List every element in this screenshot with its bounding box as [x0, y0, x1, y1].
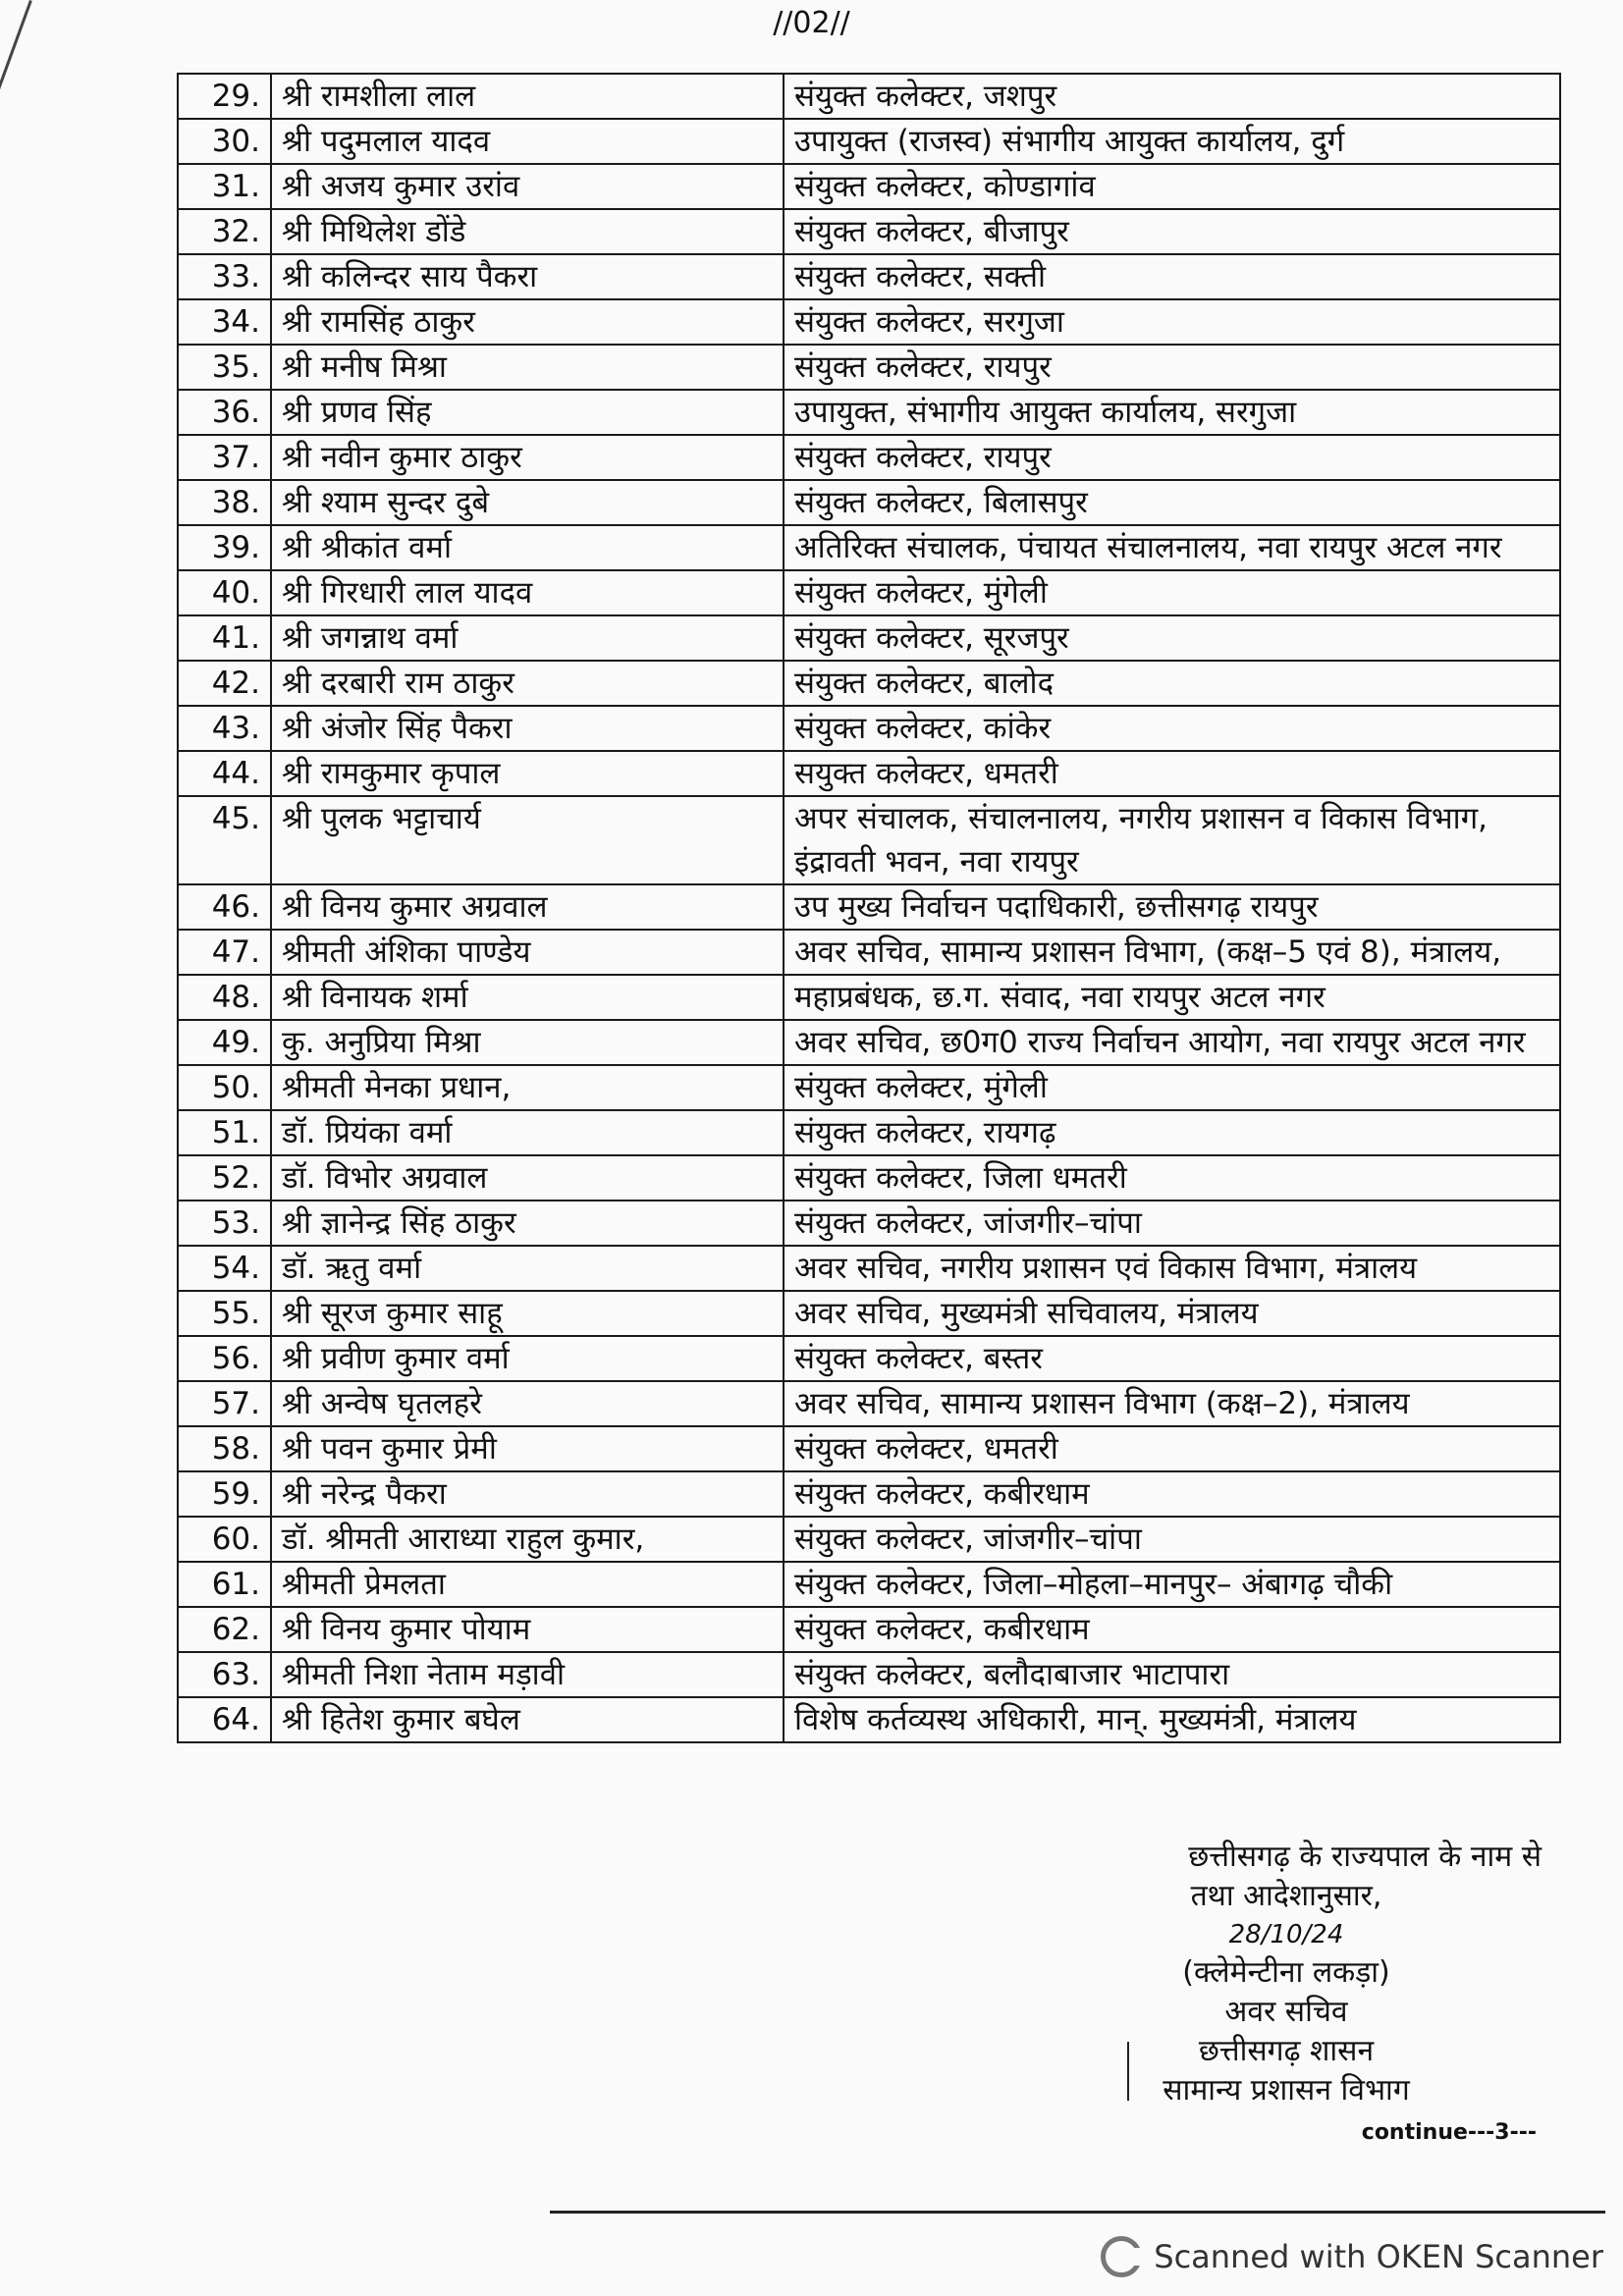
posting-cell: संयुक्त कलेक्टर, रायपुर: [784, 435, 1560, 480]
table-row: [178, 1291, 1560, 1336]
posting-cell: उपायुक्त, संभागीय आयुक्त कार्यालय, सरगुजा: [784, 390, 1560, 435]
table-row: [178, 1471, 1560, 1517]
table-row: [178, 1652, 1560, 1697]
posting-cell: संयुक्त कलेक्टर, मुंगेली: [784, 1065, 1560, 1110]
posting-cell: संयुक्त कलेक्टर, कोण्डागांव: [784, 164, 1560, 209]
posting-cell: संयुक्त कलेक्टर, जिला धमतरी: [784, 1155, 1560, 1201]
posting-cell: संयुक्त कलेक्टर, जांजगीर–चांपा: [784, 1517, 1560, 1562]
posting-cell: उपायुक्त (राजस्व) संभागीय आयुक्त कार्यालय, दुर्ग: [784, 119, 1560, 164]
table-body: [178, 74, 1560, 1742]
table-row: [178, 615, 1560, 661]
serial-number-cell: 47.: [178, 930, 271, 975]
posting-cell: विशेष कर्तव्यस्थ अधिकारी, मान्. मुख्यमंत्री, मंत्रालय: [784, 1697, 1560, 1742]
signatory-name: (क्लेमेन्टीना लकड़ा): [1182, 1955, 1390, 1990]
serial-number-cell: 38.: [178, 480, 271, 525]
serial-number-cell: 30.: [178, 119, 271, 164]
officer-name-cell: श्री विनय कुमार पोयाम: [271, 1607, 784, 1652]
officer-name-cell: श्री पवन कुमार प्रेमी: [271, 1426, 784, 1471]
posting-cell: संयुक्त कलेक्टर, जशपुर: [784, 74, 1560, 119]
serial-number-cell: 29.: [178, 74, 271, 119]
serial-number-cell: 54.: [178, 1246, 271, 1291]
table-row: [178, 345, 1560, 390]
serial-number-cell: 64.: [178, 1697, 271, 1742]
posting-cell: अवर सचिव, छ0ग0 राज्य निर्वाचन आयोग, नवा रायपुर अटल नगर: [784, 1020, 1560, 1065]
officer-name-cell: श्री मनीष मिश्रा: [271, 345, 784, 390]
officer-name-cell: श्री रामशीला लाल: [271, 74, 784, 119]
table-row: [178, 975, 1560, 1020]
officer-name-cell: श्री हितेश कुमार बघेल: [271, 1697, 784, 1742]
serial-number-cell: 60.: [178, 1517, 271, 1562]
officer-name-cell: श्री सूरज कुमार साहू: [271, 1291, 784, 1336]
table-row: [178, 435, 1560, 480]
signature-block: [1031, 1838, 1542, 2110]
serial-number-cell: 40.: [178, 570, 271, 615]
officer-name-cell: श्री विनय कुमार अग्रवाल: [271, 884, 784, 930]
table-row: [178, 480, 1560, 525]
table-row: [178, 884, 1560, 930]
serial-number-cell: 39.: [178, 525, 271, 570]
posting-cell: संयुक्त कलेक्टर, बिलासपुर: [784, 480, 1560, 525]
table-row: [178, 1065, 1560, 1110]
posting-cell: उप मुख्य निर्वाचन पदाधिकारी, छत्तीसगढ़ रायपुर: [784, 884, 1560, 930]
officer-name-cell: श्री गिरधारी लाल यादव: [271, 570, 784, 615]
table-row: [178, 1020, 1560, 1065]
serial-number-cell: 53.: [178, 1201, 271, 1246]
serial-number-cell: 52.: [178, 1155, 271, 1201]
table-row: [178, 1562, 1560, 1607]
table-row: [178, 164, 1560, 209]
officer-name-cell: श्रीमती निशा नेताम मड़ावी: [271, 1652, 784, 1697]
posting-cell: संयुक्त कलेक्टर, कबीरधाम: [784, 1607, 1560, 1652]
officer-name-cell: श्री विनायक शर्मा: [271, 975, 784, 1020]
serial-number-cell: 50.: [178, 1065, 271, 1110]
officer-name-cell: श्री दरबारी राम ठाकुर: [271, 661, 784, 706]
officer-name-cell: श्री अजय कुमार उरांव: [271, 164, 784, 209]
serial-number-cell: 49.: [178, 1020, 271, 1065]
table-row: [178, 1607, 1560, 1652]
serial-number-cell: 34.: [178, 299, 271, 345]
table-row: [178, 1201, 1560, 1246]
posting-cell: संयुक्त कलेक्टर, कांकेर: [784, 706, 1560, 751]
posting-cell: संयुक्त कलेक्टर, रायपुर: [784, 345, 1560, 390]
officer-name-cell: श्री पुलक भट्टाचार्य: [271, 796, 784, 884]
officer-name-cell: श्री पदुमलाल यादव: [271, 119, 784, 164]
table-row: [178, 751, 1560, 796]
serial-number-cell: 59.: [178, 1471, 271, 1517]
serial-number-cell: 37.: [178, 435, 271, 480]
page-number: //02//: [773, 6, 850, 40]
table-row: [178, 254, 1560, 299]
posting-cell: संयुक्त कलेक्टर, बस्तर: [784, 1336, 1560, 1381]
officer-name-cell: श्री रामसिंह ठाकुर: [271, 299, 784, 345]
serial-number-cell: 35.: [178, 345, 271, 390]
officer-name-cell: श्री ज्ञानेन्द्र सिंह ठाकुर: [271, 1201, 784, 1246]
table-row: [178, 525, 1560, 570]
table-row: [178, 119, 1560, 164]
posting-cell: संयुक्त कलेक्टर, सक्ती: [784, 254, 1560, 299]
posting-cell: संयुक्त कलेक्टर, जांजगीर–चांपा: [784, 1201, 1560, 1246]
table-row: [178, 1246, 1560, 1291]
officer-name-cell: श्रीमती अंशिका पाण्डेय: [271, 930, 784, 975]
table-row: [178, 390, 1560, 435]
posting-cell: संयुक्त कलेक्टर, सरगुजा: [784, 299, 1560, 345]
officer-name-cell: डॉ. प्रियंका वर्मा: [271, 1110, 784, 1155]
posting-cell: अवर सचिव, मुख्यमंत्री सचिवालय, मंत्रालय: [784, 1291, 1560, 1336]
serial-number-cell: 63.: [178, 1652, 271, 1697]
officer-name-cell: श्रीमती प्रेमलता: [271, 1562, 784, 1607]
officer-name-cell: श्री नवीन कुमार ठाकुर: [271, 435, 784, 480]
officer-name-cell: श्री नरेन्द्र पैकरा: [271, 1471, 784, 1517]
table-row: [178, 930, 1560, 975]
serial-number-cell: 41.: [178, 615, 271, 661]
officer-name-cell: श्री रामकुमार कृपाल: [271, 751, 784, 796]
officer-name-cell: डॉ. ऋतु वर्मा: [271, 1246, 784, 1291]
serial-number-cell: 51.: [178, 1110, 271, 1155]
signature-order-line: तथा आदेशानुसार,: [1190, 1879, 1382, 1913]
serial-number-cell: 43.: [178, 706, 271, 751]
posting-cell: अवर सचिव, सामान्य प्रशासन विभाग, (कक्ष–5 एवं 8), मंत्रालय,: [784, 930, 1560, 975]
serial-number-cell: 46.: [178, 884, 271, 930]
serial-number-cell: 57.: [178, 1381, 271, 1426]
serial-number-cell: 48.: [178, 975, 271, 1020]
signature-stroke: [1127, 2042, 1129, 2101]
posting-cell: अतिरिक्त संचालक, पंचायत संचालनालय, नवा रायपुर अटल नगर: [784, 525, 1560, 570]
officer-name-cell: श्री जगन्नाथ वर्मा: [271, 615, 784, 661]
serial-number-cell: 56.: [178, 1336, 271, 1381]
signatory-office: छत्तीसगढ़ शासन: [1198, 2034, 1375, 2068]
table-row: [178, 796, 1560, 884]
officer-name-cell: श्री अन्वेष घृतलहरे: [271, 1381, 784, 1426]
table-row: [178, 209, 1560, 254]
scanner-logo-icon: [1101, 2236, 1142, 2277]
serial-number-cell: 62.: [178, 1607, 271, 1652]
serial-number-cell: 44.: [178, 751, 271, 796]
table-row: [178, 1426, 1560, 1471]
signatory-designation: अवर सचिव: [1224, 1995, 1348, 2029]
serial-number-cell: 45.: [178, 796, 271, 884]
officer-name-cell: श्री प्रवीण कुमार वर्मा: [271, 1336, 784, 1381]
officer-name-cell: कु. अनुप्रिया मिश्रा: [271, 1020, 784, 1065]
officer-name-cell: श्री अंजोर सिंह पैकरा: [271, 706, 784, 751]
posting-cell: अवर सचिव, नगरीय प्रशासन एवं विकास विभाग, मंत्रालय: [784, 1246, 1560, 1291]
officer-name-cell: श्री श्याम सुन्दर दुबे: [271, 480, 784, 525]
serial-number-cell: 36.: [178, 390, 271, 435]
scanner-watermark: [1101, 2236, 1603, 2277]
officer-name-cell: डॉ. श्रीमती आराध्या राहुल कुमार,: [271, 1517, 784, 1562]
table-row: [178, 1381, 1560, 1426]
table-row: [178, 1155, 1560, 1201]
table-row: [178, 706, 1560, 751]
serial-number-cell: 55.: [178, 1291, 271, 1336]
transfer-order-table: [177, 73, 1561, 1743]
serial-number-cell: 58.: [178, 1426, 271, 1471]
table-row: [178, 1336, 1560, 1381]
posting-cell: सयुक्त कलेक्टर, धमतरी: [784, 751, 1560, 796]
signatory-department: सामान्य प्रशासन विभाग: [1163, 2073, 1410, 2108]
serial-number-cell: 31.: [178, 164, 271, 209]
table-row: [178, 1517, 1560, 1562]
officer-name-cell: श्रीमती मेनका प्रधान,: [271, 1065, 784, 1110]
table-row: [178, 1697, 1560, 1742]
scanner-watermark-text: Scanned with OKEN Scanner: [1154, 2238, 1603, 2275]
posting-cell: संयुक्त कलेक्टर, कबीरधाम: [784, 1471, 1560, 1517]
table-row: [178, 299, 1560, 345]
table-row: [178, 74, 1560, 119]
table-row: [178, 570, 1560, 615]
table-row: [178, 1110, 1560, 1155]
posting-cell: महाप्रबंधक, छ.ग. संवाद, नवा रायपुर अटल नगर: [784, 975, 1560, 1020]
posting-cell: संयुक्त कलेक्टर, मुंगेली: [784, 570, 1560, 615]
officer-name-cell: श्री प्रणव सिंह: [271, 390, 784, 435]
officer-name-cell: डॉ. विभोर अग्रवाल: [271, 1155, 784, 1201]
serial-number-cell: 32.: [178, 209, 271, 254]
posting-cell: संयुक्त कलेक्टर, बलौदाबाजार भाटापारा: [784, 1652, 1560, 1697]
posting-cell: संयुक्त कलेक्टर, बीजापुर: [784, 209, 1560, 254]
signature-authority-line: छत्तीसगढ़ के राज्यपाल के नाम से: [1188, 1840, 1542, 1874]
continue-note: continue---3---: [1361, 2120, 1537, 2145]
officer-name-cell: श्री मिथिलेश डोंडे: [271, 209, 784, 254]
table-row: [178, 661, 1560, 706]
serial-number-cell: 42.: [178, 661, 271, 706]
posting-cell: अवर सचिव, सामान्य प्रशासन विभाग (कक्ष–2), मंत्रालय: [784, 1381, 1560, 1426]
officer-name-cell: श्री श्रीकांत वर्मा: [271, 525, 784, 570]
posting-cell: संयुक्त कलेक्टर, धमतरी: [784, 1426, 1560, 1471]
signature-date: 28/10/24: [1228, 1920, 1344, 1949]
serial-number-cell: 61.: [178, 1562, 271, 1607]
serial-number-cell: 33.: [178, 254, 271, 299]
posting-cell: संयुक्त कलेक्टर, जिला–मोहला–मानपुर– अंबागढ़ चौकी: [784, 1562, 1560, 1607]
officer-name-cell: श्री कलिन्दर साय पैकरा: [271, 254, 784, 299]
posting-cell: संयुक्त कलेक्टर, सूरजपुर: [784, 615, 1560, 661]
footer-rule: [550, 2211, 1605, 2214]
posting-cell: अपर संचालक, संचालनालय, नगरीय प्रशासन व विकास विभाग, इंद्रावती भवन, नवा रायपुर: [784, 796, 1560, 884]
posting-cell: संयुक्त कलेक्टर, रायगढ़: [784, 1110, 1560, 1155]
posting-cell: संयुक्त कलेक्टर, बालोद: [784, 661, 1560, 706]
